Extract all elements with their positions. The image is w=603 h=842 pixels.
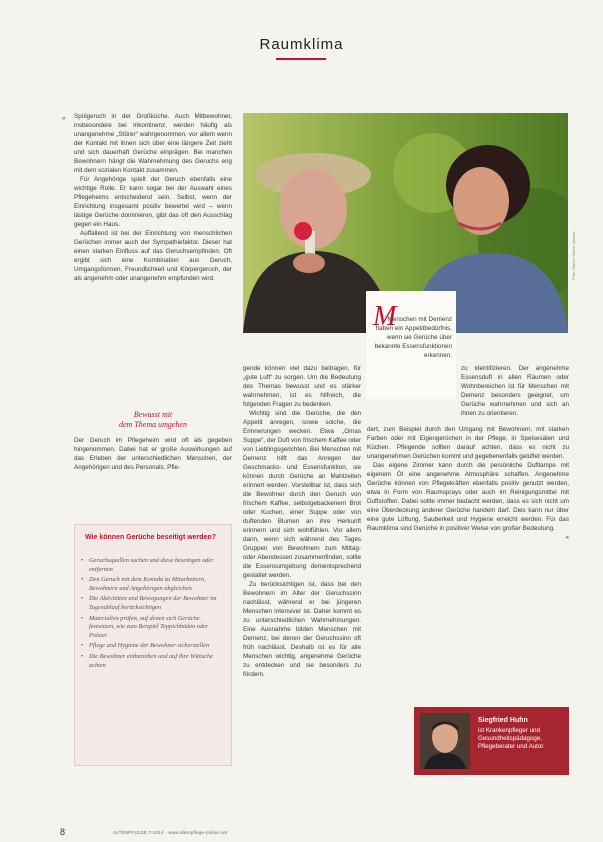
page-number: 8 [60,827,66,837]
article-column-2 [243,364,361,749]
paragraph: Auffallend ist bei der Einrichtung von menschlichen Gerüchen immer auch der Sympathiefaktor. Dieser hat einen starken Einfluss auf das Geruchsempfinden. Oft ergibt sich eine Kombination aus Geruch, Umgangsformen, Freundlichkeit und Körpergeruch, der als angenehm oder unangenehm empfunden wird. [74,230,232,282]
subheading [74,410,232,430]
list-item: • Pflege und Hygiene der Bewohner sicherstellen [79,642,225,651]
author-box [414,707,569,775]
paragraph: gende können viel dazu beitragen, für „gute Luft“ zu sorgen. Um die Bedeutung des Themas bewusst und es stärker wahrnehmen, ist es hilfreich, die folgenden Fragen zu bedenken. [243,365,361,408]
info-box-list [79,557,225,672]
photo-credit: Foto: Rainer Sturm / pixelio [571,231,576,280]
list-item: • Die Bewohner einbeziehen und auf ihre Wünsche achten [79,653,225,670]
info-box [74,524,232,766]
footer-text: ALTENPFLEGE 7-2014 · www.altenpflege-online.net [113,830,228,835]
page-title: Raumklima [259,36,344,53]
paragraph: zu identifizieren. Der angenehme Essensduft in allen Räumen oder Wohnbereichen ist für Menschen mit Demenz besonders geeignet, um Gerüche wahrnehmen und sich an ihnen zu orientieren. [461,365,569,417]
article-column-3 [367,425,569,695]
paragraph: Der Geruch im Pflegeheim wird oft als gegeben hingenommen. Dabei hat er große Auswirkungen auf das Erleben der unterschiedlichen Menschen, der Angehörigen und des Personals. Pfle- [74,437,232,471]
paragraph: Wichtig sind die Gerüche, die den Appetit anregen, sowie solche, die Erinnerungen wecken. Etwa „Omas Suppe“, der Duft von frischem Kaffee oder von Lieblingsgerichten. Bei Menschen mit Demenz hilft das Anregen der Geschmacks- und Essensfunktion, sie können durch Gerüche an Mahlzeiten erinnert werden. Vorstellbar ist, dass sich die Bewohner durch den Geruch von frischem Kaffee, selbstgebackenem Brot oder Kuchen, einer Suppe oder von duftenden Blumen an ihre Herkunft erinnern und sich wohlfühlen. Vor allem dann, wenn sich während des Tages Gruppen von Bewohnern zum Mittag- oder Abendessen zusammenfinden, sollte die Essensumgebung dementsprechend gestaltet werden. [243,410,361,579]
paragraph: dert, zum Beispiel durch den Umgang mit Bewohnern, mit starken Farben oder mit Eigengerüchen in der Pflege, in Speisesälen und Küchen. Pflegende sollten darauf achten, dass es nicht zu unangenehmen Gerüchen kommt und gegebenenfalls gelüftet werden. [367,426,569,460]
continuation-marker: » [62,116,66,122]
author-name: Siegfried Huhn [478,717,528,724]
pull-quote [366,291,456,399]
paragraph: Für Angehörige spielt der Geruch ebenfalls eine wichtige Rolle. Er kann sogar bei der Auswahl eines Pflegeheims entscheidend sein. Selbst, wenn der Einrichtung insgesamt positiv bewertet wird – wenn lästige Gerüche dominieren, gibt das oft den Ausschlag gegen ein Haus. [74,176,232,228]
paragraph: Spülgeruch in der Großküche. Auch Mitbewohner, insbesondere bei Inkontinenz, werden häufig als unangenehme „Störer“ wahrgenommen, vor allem wenn der Kontakt mit ihnen sich über eine längere Zeit zieht und sich dauerhaft Gerüche einprägen. Bei manchen Bewohnern hängt die Wahrnehmung des Geruchs eng mit dem sozialen Kontakt zusammen. [74,113,232,174]
info-box-heading: Wie können Gerüche beseitigt werden? [85,534,217,541]
author-portrait [420,713,470,769]
list-item: • Geruchsquellen suchen und diese beseitigen oder entfernen [79,557,225,574]
author-photo [420,713,470,769]
article-column-1 [74,112,232,380]
paragraph: Das eigene Zimmer kann durch die persönliche Duftlampe mit eigenem Öl eine angenehme Atmosphäre schaffen. Angenehme Gerüche können von Pflegekräften ebenfalls positiv genutzt werden, etwa in Form von Raumsprays oder auch im Reinigungsmittel mit Duftstoffen. Dabei sollte immer bedacht werden, dass es sich nicht um eine Überdeckung anderer Gerüche handeln darf. Dies kann nur über eine gute Lüftung, Sauberkeit und Hygiene erreicht werden. Für das Raumklima sind Gerüche in positiver Weise von großer Bedeutung. [367,462,569,532]
end-mark: « [565,535,569,541]
list-item: • Den Geruch mit dem Kontakt zu Mitarbeitern, Bewohnern und Angehörigen abgleichen [79,576,225,593]
paragraph: Zu berücksichtigen ist, dass bei den Bewohnern im Alter der Geruchssinn nachlässt, während er bei jüngeren Menschen intensiver ist. Daher kommt es zu unterschiedlichen Wahrnehmungen. Eine Ausnahme bilden Menschen mit Demenz, bei denen der Geruchssinn oft früh nachlässt. Deshalb ist es für alle Menschen wichtig, angenehme Gerüche zu entdecken und sie besonders zu fördern. [243,581,361,678]
list-item: • Die Aktivitäten und Bewegungen der Bewohner im Tagesablauf berücksichtigen [79,595,225,612]
title-rule [276,58,326,60]
author-bio: ist Krankenpfleger und Gesundheitspädagoge, Pflegeberater und Autor. [478,727,545,751]
article-column-1-continued [74,436,232,492]
subheading-line-2: dem Thema umgehen [119,420,187,429]
subheading-line-1: Bewusst mit [133,410,173,419]
list-item: • Materialien prüfen, auf denen sich Gerüche festsetzen, wie zum Beispiel Teppichböden oder Polster [79,615,225,641]
quote-initial: M [373,301,397,332]
quote-text: Menschen mit Demenz haben ein Appetitbedürfnis, wenn sie Gerüche über bekannte Essensfunktionen erkennen. [374,316,452,359]
article-column-3-top [461,364,569,422]
